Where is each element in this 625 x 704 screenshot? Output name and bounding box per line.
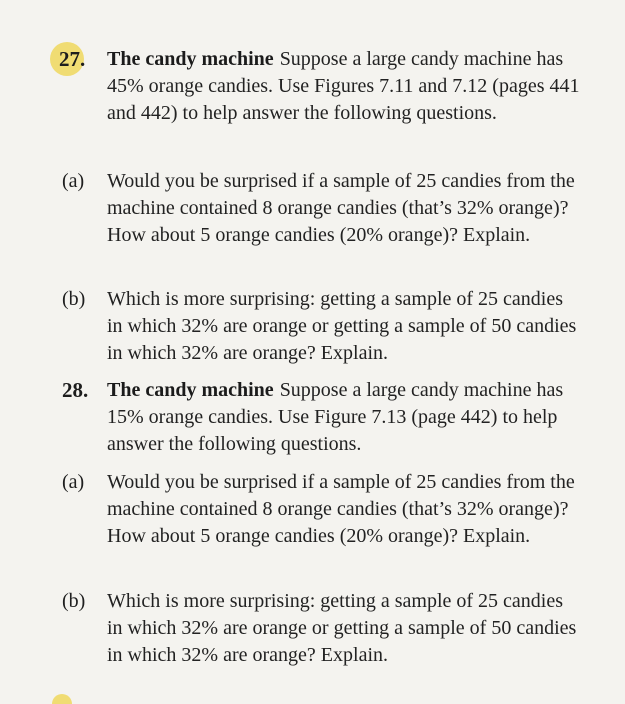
- part-b-label: (b): [62, 288, 86, 310]
- problem-28-text: [107, 377, 582, 458]
- problem-27-text: [107, 46, 582, 127]
- problem-number-28: 28.: [62, 378, 89, 402]
- part-b-text-28: Which is more surprising: getting a sample of 25 candies in which 32% are orange or getting a sample of 50 candies in which 32% are orange? Explain.: [107, 590, 577, 666]
- part-a-text-28: Would you be surprised if a sample of 25 candies from the machine contained 8 orange candies (that’s 32% orange)? How about 5 orange candies (20% orange)? Explain.: [107, 471, 575, 547]
- problem-27-title: The candy machine: [107, 48, 274, 70]
- problem-number-28-wrap: [52, 377, 96, 413]
- problem-27-body: Suppose a large candy machine has 45% orange candies. Use Figures 7.11 and 7.12 (pages 441 and 442) to help answer the following questions.: [107, 48, 580, 124]
- part-b-text: Which is more surprising: getting a sample of 25 candies in which 32% are orange or getting a sample of 50 candies in which 32% are orange? Explain.: [107, 288, 577, 364]
- part-b-label-28: (b): [62, 590, 86, 612]
- part-a-text: Would you be surprised if a sample of 25 candies from the machine contained 8 orange candies (that’s 32% orange)? How about 5 orange candies (20% orange)? Explain.: [107, 170, 575, 246]
- problem-number-27-wrap: [52, 46, 96, 82]
- problem-28-body: Suppose a large candy machine has 15% orange candies. Use Figure 7.13 (page 442) to help answer the following questions.: [107, 379, 564, 455]
- part-a-label: (a): [62, 170, 85, 192]
- problem-28-title: The candy machine: [107, 379, 274, 401]
- part-a-label-28: (a): [62, 471, 85, 493]
- problem-number-27: 27.: [59, 47, 86, 71]
- next-problem-highlight-icon: [52, 694, 72, 704]
